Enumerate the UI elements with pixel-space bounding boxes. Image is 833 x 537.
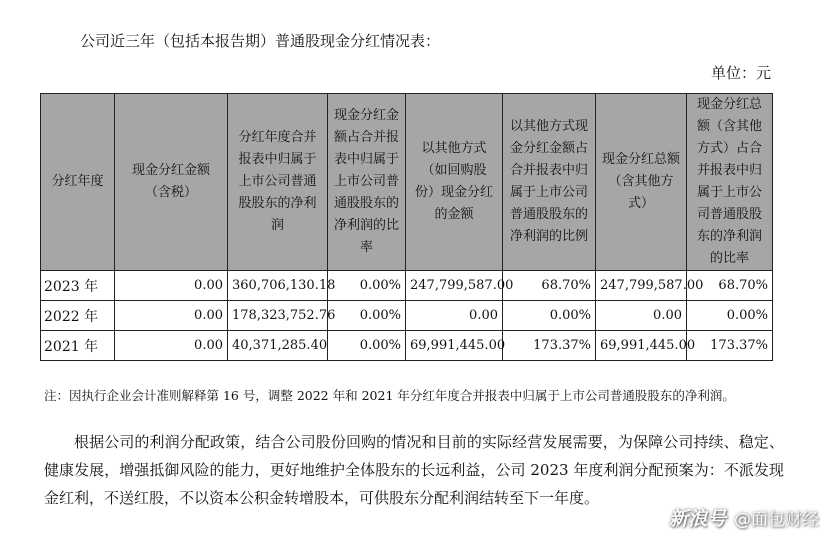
table-cell: 40,371,285.40	[228, 331, 328, 361]
table-cell: 68.70%	[503, 271, 596, 301]
header-cell: 现金分红金额（含税）	[115, 94, 228, 271]
unit-label: 单位：元	[710, 64, 771, 82]
header-cell: 分红年度合并报表中归属于上市公司普通股股东的净利润	[228, 94, 328, 271]
table-cell: 178,323,752.76	[228, 301, 328, 331]
table-cell: 247,799,587.00	[406, 271, 503, 301]
table-cell: 0.00	[115, 301, 228, 331]
header-cell: 以其他方式现金分红金额占合并报表中归属于上市公司普通股股东的净利润的比例	[503, 94, 596, 271]
header-cell: 以其他方式（如回购股份）现金分红的金额	[406, 94, 503, 271]
table-header-row	[41, 94, 773, 271]
table-cell: 0.00	[596, 301, 687, 331]
dividend-table	[40, 93, 773, 361]
header-cell: 现金分红总额（含其他方式）占合并报表中归属于上市公司普通股股东的净利润的比率	[687, 94, 773, 271]
table-cell: 0.00%	[328, 301, 406, 331]
table-note: 注：因执行企业会计准则解释第 16 号，调整 2022 年和 2021 年分红年度合并报表中归属于上市公司普通股股东的净利润。	[44, 388, 735, 403]
table-cell: 0.00	[115, 271, 228, 301]
header-cell: 现金分红总额（含其他方式）	[596, 94, 687, 271]
table-cell: 69,991,445.00	[406, 331, 503, 361]
table-row	[41, 271, 773, 301]
table-cell: 0.00%	[503, 301, 596, 331]
watermark-account: @面包财经	[734, 510, 819, 530]
row-year: 2021 年	[41, 331, 115, 361]
table-cell: 0.00%	[328, 271, 406, 301]
table-row	[41, 301, 773, 331]
table-row	[41, 331, 773, 361]
table-cell: 68.70%	[687, 271, 773, 301]
dividend-policy-paragraph: 根据公司的利润分配政策，结合公司股份回购的情况和目前的实际经营发展需要，为保障公司持续、稳定、健康发展，增强抵御风险的能力，更好地维护全体股东的长远利益，公司 2023 年度利润分配预案为：不派发现金红利，不送红股，不以资本公积金转增股本，可供股东分配利润结转至下一年度。	[44, 433, 784, 507]
row-year: 2022 年	[41, 301, 115, 331]
table-title: 公司近三年（包括本报告期）普通股现金分红情况表：	[80, 32, 441, 50]
header-cell: 分红年度	[41, 94, 115, 271]
table-cell: 173.37%	[503, 331, 596, 361]
header-cell: 现金分红金额占合并报表中归属于上市公司普通股股东的净利润的比率	[328, 94, 406, 271]
table-cell: 173.37%	[687, 331, 773, 361]
table-cell: 360,706,130.18	[228, 271, 328, 301]
table-cell: 0.00	[115, 331, 228, 361]
table-cell: 69,991,445.00	[596, 331, 687, 361]
table-cell: 247,799,587.00	[596, 271, 687, 301]
watermark	[669, 504, 819, 531]
row-year: 2023 年	[41, 271, 115, 301]
table-cell: 0.00%	[328, 331, 406, 361]
weibo-logo-text: 新浪号	[668, 508, 726, 530]
table-cell: 0.00%	[687, 301, 773, 331]
table-cell: 0.00	[406, 301, 503, 331]
